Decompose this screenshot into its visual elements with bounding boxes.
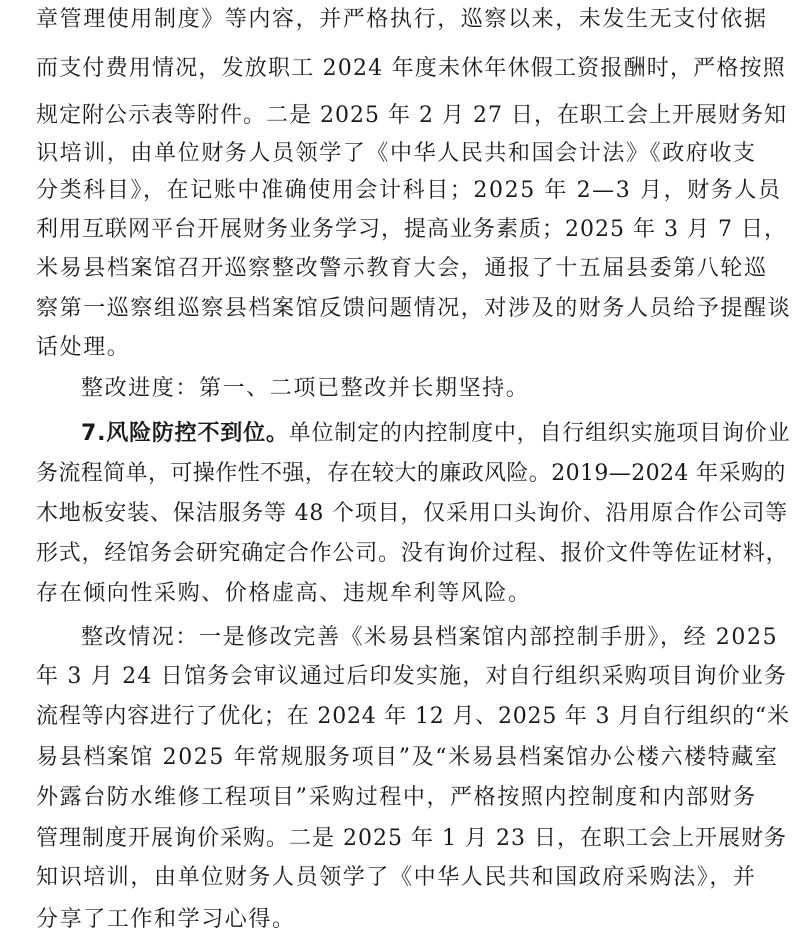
- section-7-heading: 7.风险防控不到位。: [81, 421, 289, 446]
- paragraph-line: 知识培训，由单位财务人员领学了《中华人民共和国政府采购法》，并: [36, 865, 757, 890]
- paragraph-line: 存在倾向性采购、价格虚高、违规牟利等风险。: [36, 581, 532, 606]
- paragraph-line: 察第一巡察组巡察县档案馆反馈问题情况，对涉及的财务人员给予提醒谈: [36, 296, 792, 321]
- paragraph-line: 易县档案馆 2025 年常规服务项目”及“米易县档案馆办公楼六楼特藏室: [36, 745, 779, 770]
- paragraph-line: 而支付费用情况，发放职工 2024 年度未休年休假工资报酬时，严格按照: [36, 56, 786, 81]
- paragraph-line: 木地板安装、保洁服务等 48 个项目，仅采用口头询价、沿用原合作公司等: [36, 501, 788, 526]
- paragraph-line: 形式，经馆务会研究确定合作公司。没有询价过程、报价文件等佐证材料，: [36, 541, 789, 566]
- paragraph-line: 识培训，由单位财务人员领学了《中华人民共和国会计法》《政府收支: [36, 141, 757, 166]
- section-7-text: 单位制定的内控制度中，自行组织实施项目询价业: [288, 421, 791, 446]
- paragraph-line: 章管理使用制度》等内容，并严格执行，巡察以来，未发生无支付依据: [36, 7, 768, 32]
- paragraph-line: 流程等内容进行了优化；在 2024 年 12 月、2025 年 3 月自行组织的“米: [36, 704, 790, 729]
- paragraph-line: 分类科目》，在记账中准确使用会计科目；2025 年 2—3 月，财务人员: [36, 178, 782, 203]
- paragraph-line: 务流程简单，可操作性不强，存在较大的廉政风险。2019—2024 年采购的: [36, 461, 786, 486]
- paragraph-line: 外露台防水维修工程项目”采购过程中，严格按照内控制度和内部财务: [36, 785, 757, 810]
- section-7-line: [81, 417, 790, 451]
- paragraph-line: 规定附公示表等附件。二是 2025 年 2 月 27 日，在职工会上开展财务知: [36, 103, 787, 128]
- paragraph-line: 分享了工作和学习心得。: [36, 907, 296, 932]
- paragraph-line: 整改情况：一是修改完善《米易县档案馆内部控制手册》，经 2025: [81, 625, 779, 650]
- paragraph-line: 年 3 月 24 日馆务会审议通过后印发实施，对自行组织采购项目询价业务: [36, 664, 788, 689]
- paragraph-line: 米易县档案馆召开巡察整改警示教育大会，通报了十五届县委第八轮巡: [36, 256, 768, 281]
- progress-line: 整改进度：第一、二项已整改并长期坚持。: [81, 376, 530, 401]
- paragraph-line: 利用互联网平台开展财务业务学习，提高业务素质；2025 年 3 月 7 日，: [36, 217, 787, 242]
- paragraph-line: 话处理。: [36, 335, 131, 360]
- paragraph-line: 管理制度开展询价采购。二是 2025 年 1 月 23 日，在职工会上开展财务: [36, 826, 787, 851]
